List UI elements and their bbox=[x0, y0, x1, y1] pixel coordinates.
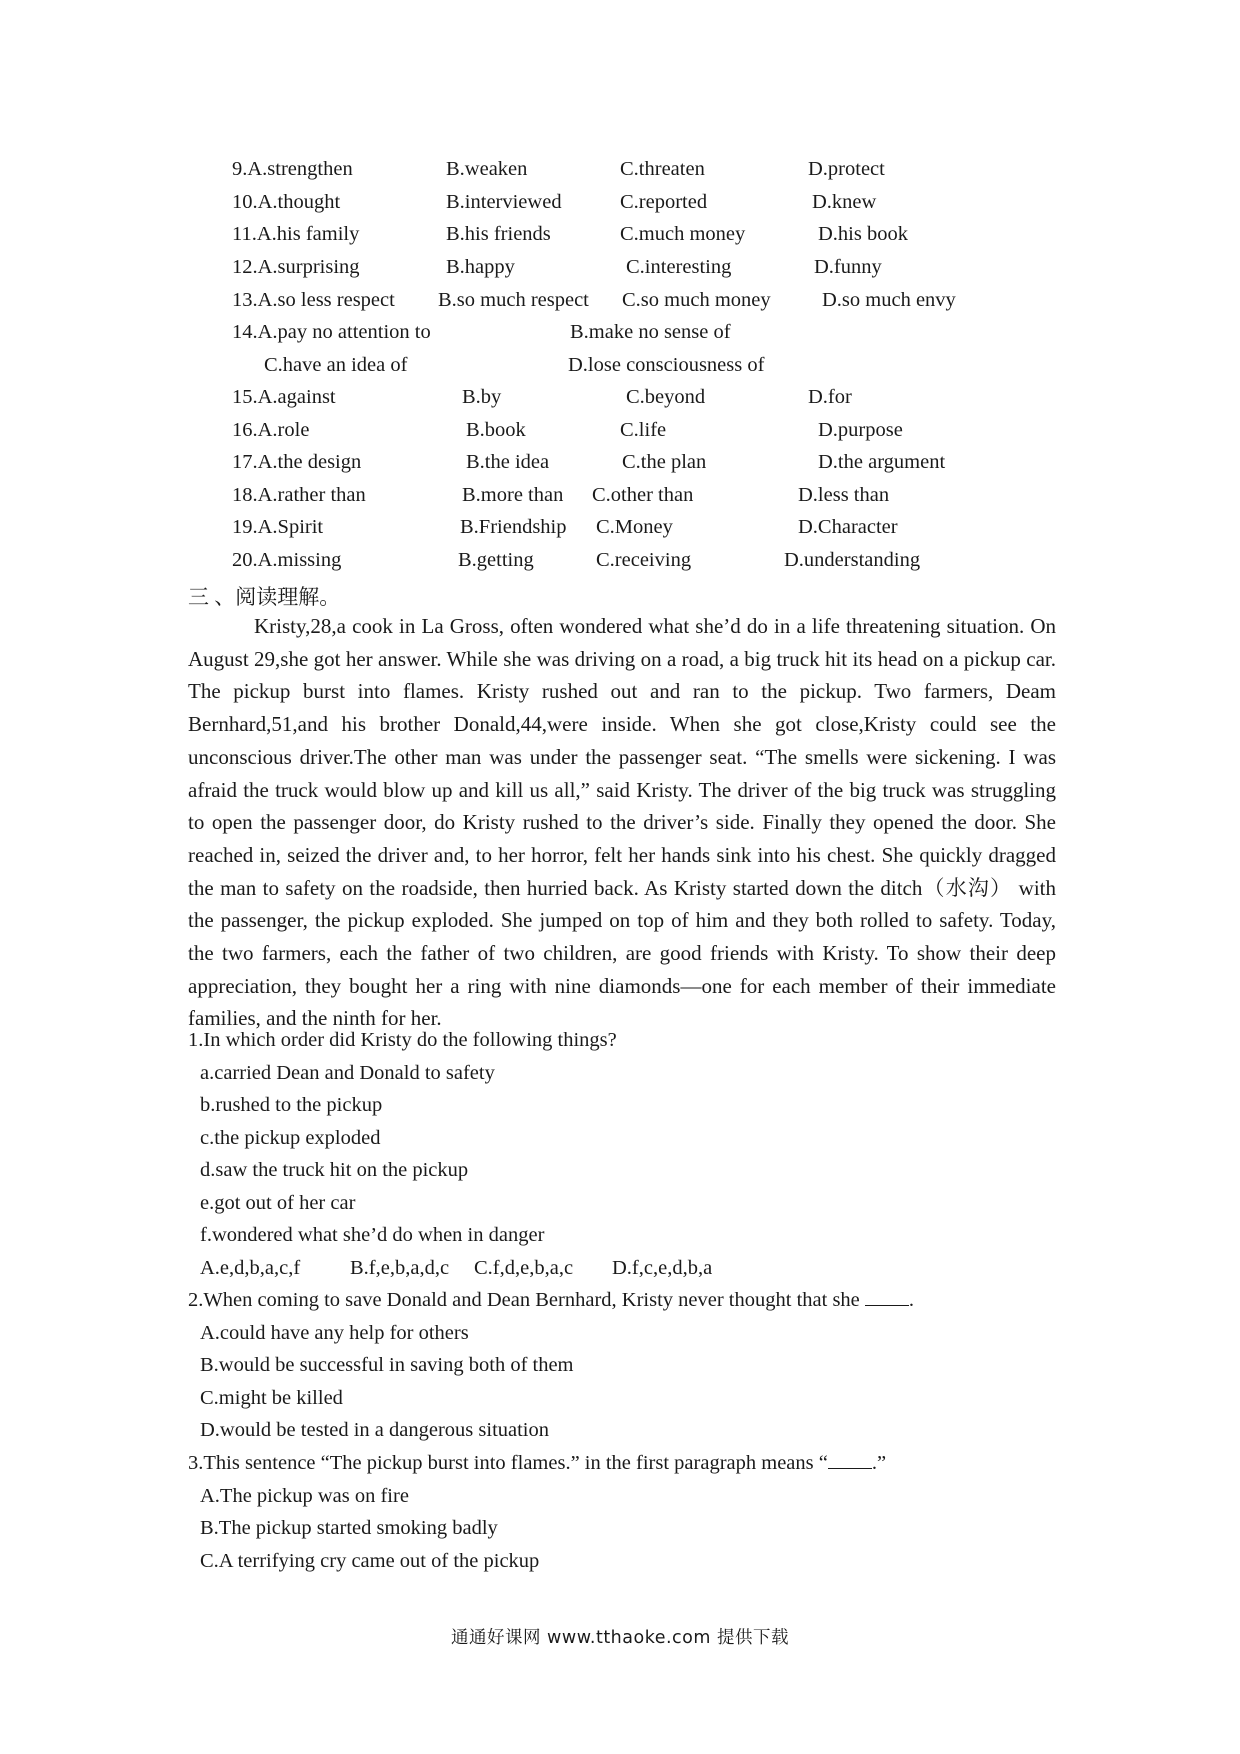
question-3 bbox=[188, 1447, 886, 1577]
q3-option-c: C.A terrifying cry came out of the pickup bbox=[200, 1549, 540, 1572]
cloze-option: B.weaken bbox=[446, 158, 528, 180]
answer-blank bbox=[828, 1450, 872, 1469]
q2-option-b: B.would be successful in saving both of them bbox=[200, 1354, 574, 1376]
cloze-option: B.getting bbox=[458, 549, 534, 571]
cloze-option: B.the idea bbox=[466, 451, 550, 473]
q1-item-a: a.carried Dean and Donald to safety bbox=[200, 1061, 495, 1084]
q1-item-b: b.rushed to the pickup bbox=[200, 1094, 383, 1116]
cloze-option: 19.A.Spirit bbox=[232, 516, 324, 538]
cloze-option: C.reported bbox=[620, 191, 708, 213]
cloze-option: B.his friends bbox=[446, 223, 551, 245]
cloze-option: 14.A.pay no attention to bbox=[232, 321, 431, 343]
cloze-option: C.receiving bbox=[596, 549, 692, 571]
cloze-option: 11.A.his family bbox=[232, 223, 360, 245]
q2-option-d: D.would be tested in a dangerous situation bbox=[200, 1419, 550, 1441]
section-title-reading: 三 、阅读理解。 bbox=[188, 585, 341, 609]
cloze-option: D.lose consciousness of bbox=[568, 354, 765, 376]
q1-item-f: f.wondered what she’d do when in danger bbox=[200, 1224, 545, 1246]
q1-option-a: A.e,d,b,a,c,f bbox=[200, 1256, 301, 1279]
q1-options bbox=[200, 1252, 712, 1285]
cloze-option: D.so much envy bbox=[822, 289, 956, 311]
cloze-option: 10.A.thought bbox=[232, 191, 341, 213]
cloze-option: D.his book bbox=[818, 223, 908, 245]
cloze-option: D.understanding bbox=[784, 549, 921, 571]
q1-item-c: c.the pickup exploded bbox=[200, 1126, 381, 1149]
cloze-option: 18.A.rather than bbox=[232, 484, 366, 506]
cloze-option: D.the argument bbox=[818, 451, 946, 473]
q1-item-d: d.saw the truck hit on the pickup bbox=[200, 1159, 469, 1181]
q1-option-c: C.f,d,e,b,a,c bbox=[474, 1256, 574, 1279]
question-1-stem: 1.In which order did Kristy do the following things? bbox=[188, 1029, 617, 1051]
q2-option-a: A.could have any help for others bbox=[200, 1321, 469, 1344]
cloze-option: C.interesting bbox=[626, 256, 732, 278]
cloze-option: B.make no sense of bbox=[570, 321, 731, 343]
cloze-option: 17.A.the design bbox=[232, 451, 362, 473]
cloze-option: C.threaten bbox=[620, 158, 705, 180]
cloze-option: B.interviewed bbox=[446, 191, 562, 213]
cloze-option: 15.A.against bbox=[232, 386, 336, 408]
q3-option-a: A.The pickup was on fire bbox=[200, 1484, 409, 1507]
cloze-option: 12.A.surprising bbox=[232, 256, 360, 278]
cloze-option: B.happy bbox=[446, 256, 515, 278]
cloze-option: D.funny bbox=[814, 256, 882, 278]
cloze-option: 13.A.so less respect bbox=[232, 289, 395, 311]
question-3-stem: 3.This sentence “The pickup burst into flames.” in the first paragraph means “ .” bbox=[188, 1452, 887, 1474]
cloze-option: C.other than bbox=[592, 484, 694, 506]
cloze-option: D.protect bbox=[808, 158, 885, 180]
cloze-option: C.so much money bbox=[622, 289, 771, 311]
q1-item-e: e.got out of her car bbox=[200, 1191, 356, 1214]
q2-option-c: C.might be killed bbox=[200, 1386, 343, 1409]
cloze-option: C.beyond bbox=[626, 386, 706, 408]
cloze-option: B.so much respect bbox=[438, 289, 589, 311]
cloze-option: D.for bbox=[808, 386, 852, 408]
cloze-option: C.have an idea of bbox=[264, 354, 408, 376]
cloze-option: B.book bbox=[466, 419, 526, 441]
reading-passage bbox=[188, 610, 1056, 1035]
answer-blank bbox=[865, 1287, 909, 1306]
question-1 bbox=[188, 1024, 712, 1284]
question-2 bbox=[188, 1284, 914, 1447]
question-2-stem: 2.When coming to save Donald and Dean Bernhard, Kristy never thought that she . bbox=[188, 1289, 915, 1311]
passage-paragraph: Kristy,28,a cook in La Gross, often wondered what she’d do in a life threatening situation. On August 29,she got her answer. While she was driving on a road, a big truck hit its head on a pickup car. The pickup burst into flames. Kristy rushed out and ran to the pickup. Two farmers, Deam Bernhard,51,and his brother Donald,44,were inside. When she got close,Kristy could see the unconscious driver.The other man was under the passenger seat. “The smells were sickening. I was afraid the truck would blow up and kill us all,” said Kristy. The driver of the big truck was struggling to open the passenger door, do Kristy rushed to the driver’s side. Finally they opened the door. She reached in, seized the driver and, to her horror, felt her hands sink into his chest. She quickly dragged the man to safety on the roadside, then hurried back. As Kristy started down the ditch（水沟） with the passenger, the pickup exploded. She jumped on top of him and they both rolled to safety. Today, the two farmers, each the father of two children, are good friends with Kristy. To show their deep appreciation, they bought her a ring with nine diamonds—one for each member of their immediate families, and the ninth for her. bbox=[188, 614, 1056, 1031]
q1-option-b: B.f,e,b,a,d,c bbox=[350, 1256, 450, 1279]
cloze-option: 9.A.strengthen bbox=[232, 158, 353, 180]
cloze-option: 16.A.role bbox=[232, 419, 310, 441]
cloze-option: C.life bbox=[620, 419, 667, 441]
cloze-option: 20.A.missing bbox=[232, 549, 342, 571]
q1-option-d: D.f,c,e,d,b,a bbox=[612, 1256, 713, 1279]
cloze-option: B.more than bbox=[462, 484, 564, 506]
cloze-option: C.much money bbox=[620, 223, 746, 245]
cloze-option: D.Character bbox=[798, 516, 898, 538]
q3-option-b: B.The pickup started smoking badly bbox=[200, 1517, 498, 1539]
cloze-option: C.the plan bbox=[622, 451, 707, 473]
cloze-option: D.knew bbox=[812, 191, 877, 213]
cloze-option: B.by bbox=[462, 386, 502, 408]
cloze-option: C.Money bbox=[596, 516, 673, 538]
page-footer: 通通好课网 www.tthaoke.com 提供下载 bbox=[451, 1628, 789, 1648]
cloze-option: B.Friendship bbox=[460, 516, 567, 538]
cloze-option: D.purpose bbox=[818, 419, 903, 441]
cloze-option: D.less than bbox=[798, 484, 890, 506]
